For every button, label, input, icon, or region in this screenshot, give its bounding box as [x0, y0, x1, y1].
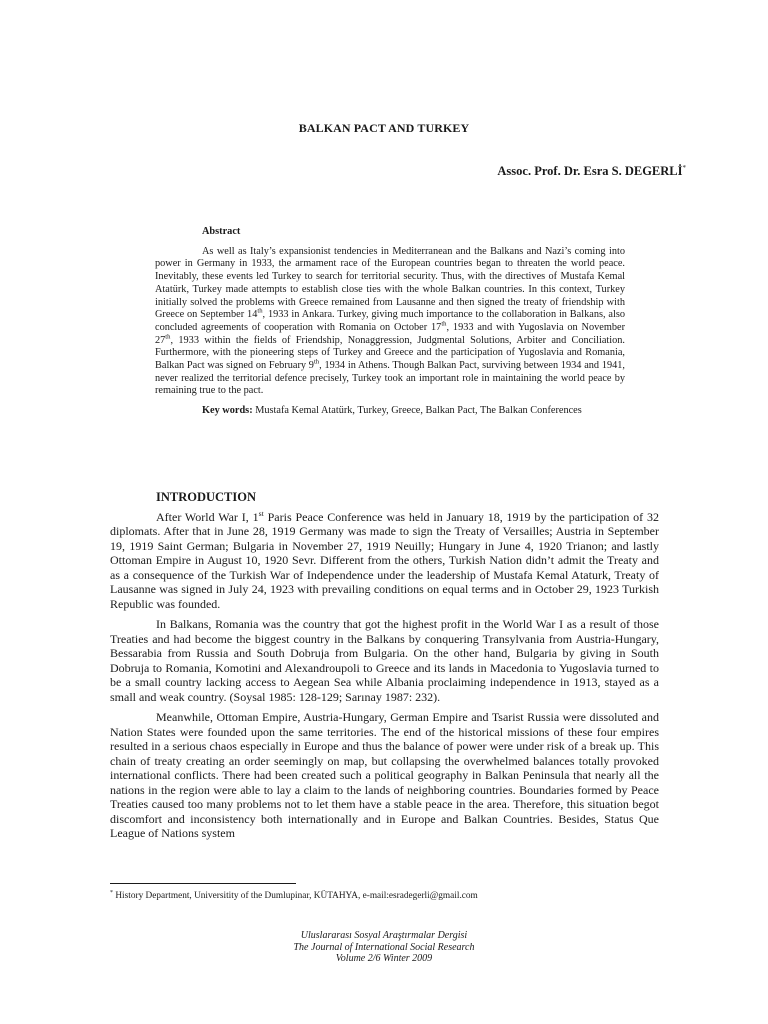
abstract-heading: Abstract: [202, 226, 241, 237]
abstract-text-part: , 1933 and with Yugoslavia on November 27: [155, 321, 626, 346]
keywords-text: Mustafa Kemal Atatürk, Turkey, Greece, Balkan Pact, The Balkan Conferences: [252, 405, 582, 417]
introduction-section: [110, 490, 659, 847]
abstract-text-part: , 1933 in Ankara. Turkey, giving much importance to the collaboration in Balkans, also concluded agreements of cooperation with Romania on October 17: [155, 309, 625, 333]
ordinal-suffix: st: [258, 508, 264, 518]
journal-footer: [0, 930, 768, 965]
abstract-text-part: , 1934 in Athens. Though Balkan Pact, surviving between 1934 and 1941, never realized the territorial defence precisely, Turkey took an important role in maintaining the world peace by remaining true to the pact.: [155, 360, 625, 397]
introduction-heading: INTRODUCTION: [156, 490, 257, 504]
paragraph-text-part: Paris Peace Conference was held in January 18, 1919 by the participation of 32 diplomats. After that in June 28, 1919 Germany was made to sign the Treaty of Versailles; Austria in September 19, 1919 Saint German; Bulgaria in November 27, 1919 Neuilly; Hungary in June 4, 1920 Trianon; and lastly Ottoman Empire in August 10, 1920 Sevr. Different from the others, Turkish Nation didn’t admit the Treaty and as a consequence of the Turkish War of Independence under the leadership of Mustafa Kemal Ataturk, Treaty of Lausanne was signed in July 24, 1923 with prevailing conditions on equal terms and in October 29, 1923 Turkish Republic was founded.: [110, 509, 659, 611]
ordinal-suffix: th: [441, 320, 447, 328]
paragraph-text-part: After World War I, 1: [156, 509, 259, 524]
paragraph: Meanwhile, Ottoman Empire, Austria-Hungary, German Empire and Tsarist Russia were dissoluted and Nation States were founded upon the same territories. The end of the historical missions of these four empires resulted in a serious chaos especially in Europe and thus the balance of power were under risk of a break up. This chain of treaty creating an order seemingly on map, but collapsing the overwhelmed balances totally provoked international conflicts. There had been created such a political geography in Balkan Peninsula that nearly all the nations in the region were able to lay a claim to the lands of neighboring countries. Boundaries formed by Peace Treaties caused too many problems not to let them have a stable peace in the area. Therefore, this situation begot discomfort and inconsistency both internationally and in Europe and Balkan Countries. Besides, Status Que League of Nations system: [110, 710, 659, 840]
paragraph: [110, 510, 659, 612]
ordinal-suffix: th: [313, 358, 320, 366]
journal-volume: Volume 2/6 Winter 2009: [335, 953, 433, 964]
abstract-section: [155, 226, 625, 418]
footnote-divider: [110, 883, 296, 884]
paper-title: BALKAN PACT AND TURKEY: [298, 121, 470, 135]
ordinal-suffix: th: [165, 333, 171, 341]
footnote-text: History Department, Universitity of the Dumlupinar, KÜTAHYA, e-mail:esradegerli@gmail.com: [113, 891, 478, 901]
keywords: [155, 405, 625, 418]
abstract-text-part: As well as Italy’s expansionist tendencies in Mediterranean and the Balkans and Nazi’s coming into power in Germany in 1933, the armament race of the European countries began to threaten the world peace. Inevitably, these events led Turkey to search for territorial security. Thus, with the directives of Mustafa Kemal Atatürk, Turkey made attempts to establish close ties with the whole Balkan countries. In this context, Turkey initially solved the problems with Greece remained from Lausanne and then signed the treaty of friendship with Greece on September 14: [155, 245, 625, 321]
ordinal-suffix: th: [257, 307, 263, 315]
journal-name-turkish: Uluslararası Sosyal Araştırmalar Dergisi: [300, 930, 468, 941]
footnote-marker: *: [110, 889, 113, 896]
author-line: [497, 164, 686, 179]
author-name: Assoc. Prof. Dr. Esra S. DEGERLİ: [497, 164, 683, 178]
footnote: [110, 891, 478, 901]
paragraph: In Balkans, Romania was the country that got the highest profit in the World War I as a result of those Treaties and had become the biggest country in the Balkans by conquering Transylvania from Austria-Hungary, Bessarabia from Russia and South Dobruja from Bulgaria. On the other hand, Bulgaria by giving in South Dobruja to Romania, Komotini and Alexandroupoli to Greece and its lands in Macedonia to Yugoslavia turned to be a small country lacking access to Aegean Sea while Albania proclaiming independence in 1913, stayed as a small and weak country. (Soysal 1985: 128-129; Sarınay 1987: 232).: [110, 617, 659, 704]
keywords-label: Key words:: [202, 405, 253, 417]
abstract-text-part: , 1933 within the fields of Friendship, Nonaggression, Judgmental Solutions, Arbiter and Conciliation. Furthermore, with the pioneering steps of Turkey and Greece and the participation of Yugoslavia and Romania, Balkan Pact was signed on February 9: [155, 334, 625, 372]
journal-name-english: The Journal of International Social Research: [293, 941, 475, 953]
abstract-text: [155, 246, 625, 398]
author-footnote-marker: *: [682, 163, 686, 172]
